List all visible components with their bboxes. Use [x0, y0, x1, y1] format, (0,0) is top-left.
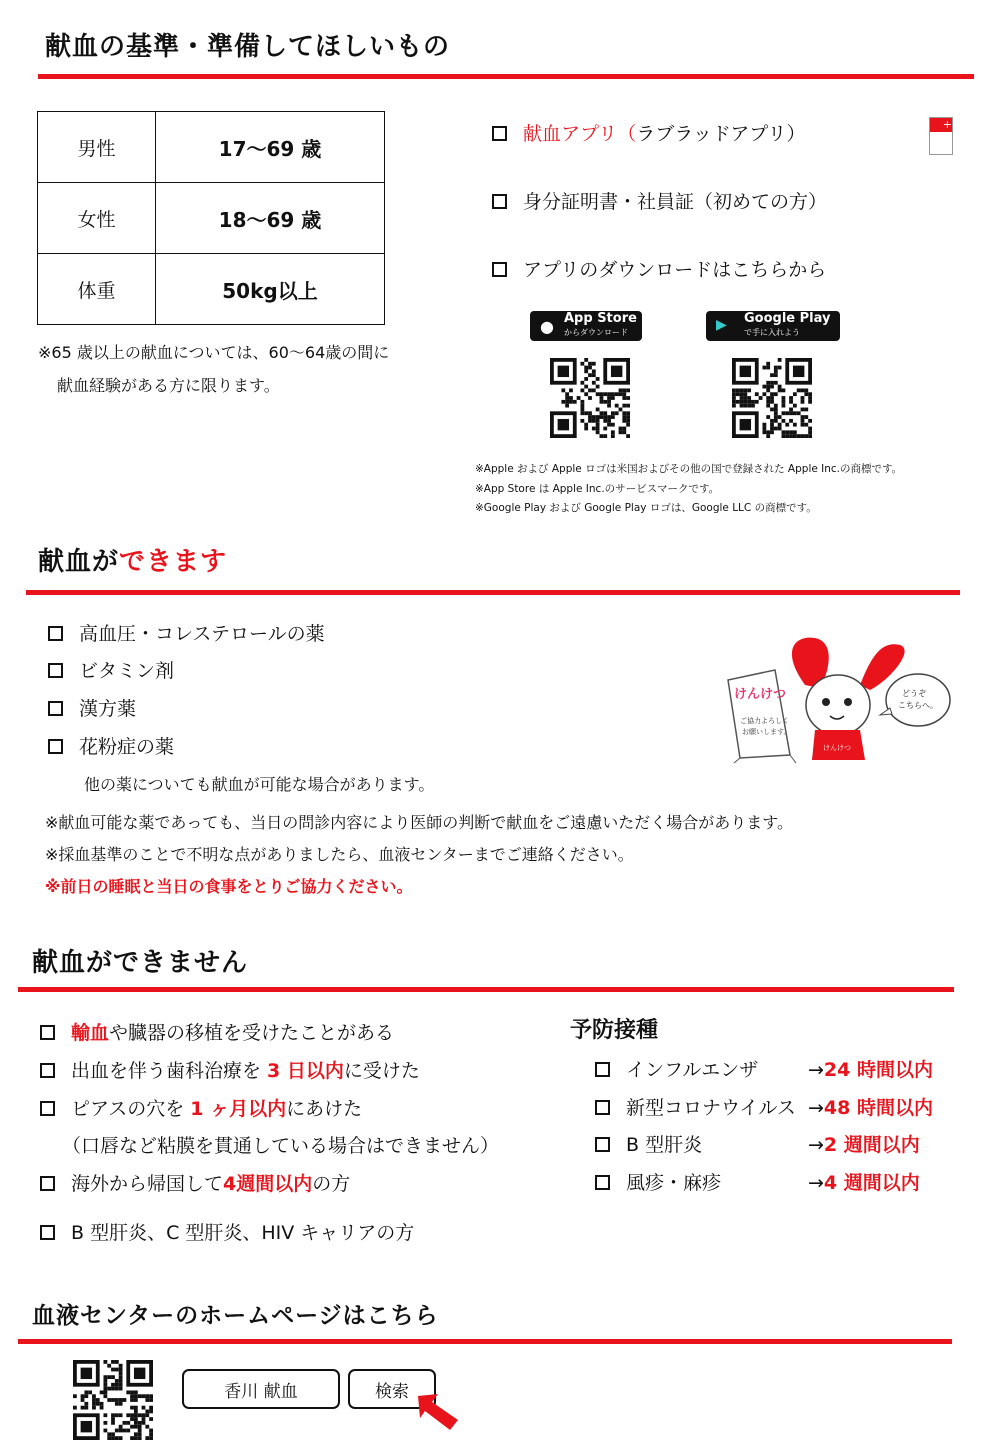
checkbox-icon	[595, 1062, 610, 1077]
sleep-meal-note: ※前日の睡眠と当日の食事をとりご協力ください。	[45, 877, 413, 896]
apple-icon: ●	[540, 317, 554, 336]
bubble-text: こちらへ。	[898, 701, 938, 710]
doctor-note: ※献血可能な薬であっても、当日の問診内容により医師の判断で献血をご遠慮いただく場合があります。	[45, 813, 793, 832]
section-title-homepage: 血液センターのホームページはこちら	[32, 1303, 439, 1329]
table-label: 男性	[38, 112, 156, 183]
trademark-note: ※Apple および Apple ロゴは米国およびその他の国で登録された Apple Inc.の商標です。	[475, 463, 903, 475]
google-play-qr-code[interactable]	[732, 358, 812, 438]
vaccine-item: インフルエンザ	[595, 1055, 758, 1082]
checkbox-icon	[48, 626, 63, 641]
google-play-icon: ▶	[716, 317, 727, 333]
sign-text: ご協力よろしく	[740, 717, 789, 725]
table-value: 17～69 歳	[156, 112, 385, 183]
table-label: 体重	[38, 254, 156, 325]
list-item: 出血を伴う歯科治療を 3 日以内に受けた	[40, 1056, 420, 1083]
love-blood-app-icon: +	[929, 117, 953, 155]
checkbox-icon	[595, 1100, 610, 1115]
list-item: 花粉症の薬	[48, 732, 174, 759]
age-note-line2: 献血経験がある方に限ります。	[57, 376, 280, 395]
piercing-note: （口唇など粘膜を貫通している場合はできません）	[62, 1135, 500, 1157]
vaccine-period: →2 週間以内	[808, 1134, 920, 1156]
section-title-cannot-donate: 献血ができません	[32, 948, 249, 978]
other-medicine-note: 他の薬についても献血が可能な場合があります。	[84, 775, 435, 794]
bubble-text: どうぞ	[902, 689, 926, 698]
section-divider	[38, 74, 974, 79]
checkbox-icon	[40, 1225, 55, 1240]
table-row	[38, 112, 385, 183]
section-divider	[18, 1339, 952, 1344]
section-divider	[26, 590, 960, 595]
sign-name: けんけつ	[734, 687, 787, 702]
checkbox-icon	[40, 1025, 55, 1040]
vaccine-period: →24 時間以内	[808, 1059, 933, 1081]
checkbox-icon	[48, 701, 63, 716]
checklist-item-app: 献血アプリ（ラブラッドアプリ）	[492, 119, 806, 146]
table-row	[38, 254, 385, 325]
vaccine-item: 新型コロナウイルス	[595, 1093, 796, 1120]
age-note-line1: ※65 歳以上の献血については、60～64歳の間に	[38, 343, 390, 362]
list-item: 海外から帰国して4週間以内の方	[40, 1169, 350, 1196]
vaccine-period: →48 時間以内	[808, 1097, 933, 1119]
checkbox-icon	[48, 739, 63, 754]
search-button[interactable]: 検索	[348, 1369, 436, 1409]
homepage-qr-code[interactable]	[73, 1360, 153, 1440]
list-item: 漢方薬	[48, 694, 136, 721]
section-divider	[18, 987, 954, 992]
checkbox-icon	[40, 1176, 55, 1191]
contact-note: ※採血基準のことで不明な点がありましたら、血液センターまでご連絡ください。	[45, 845, 634, 864]
checkbox-icon	[492, 262, 507, 277]
app-store-badge[interactable]: ● App Store からダウンロード	[530, 311, 642, 341]
vaccine-item: 風疹・麻疹	[595, 1168, 721, 1195]
section-title-requirements: 献血の基準・準備してほしいもの	[45, 32, 451, 62]
checklist-item-download: アプリのダウンロードはこちらから	[492, 255, 826, 282]
checkbox-icon	[40, 1063, 55, 1078]
list-item: 高血圧・コレステロールの薬	[48, 619, 325, 646]
table-value: 18～69 歳	[156, 183, 385, 254]
list-item: ビタミン剤	[48, 656, 174, 683]
sign-text: お願いします。	[742, 728, 791, 736]
requirements-table	[37, 111, 385, 325]
kenketsu-mascot-illustration	[720, 630, 960, 765]
table-label: 女性	[38, 183, 156, 254]
list-item: ピアスの穴を 1 ヶ月以内にあけた	[40, 1094, 362, 1121]
table-value: 50kg以上	[156, 254, 385, 325]
app-store-qr-code[interactable]	[550, 358, 630, 438]
trademark-note: ※Google Play および Google Play ロゴは、Google LLC の商標です。	[475, 502, 817, 514]
trademark-note: ※App Store は Apple Inc.のサービスマークです。	[475, 483, 720, 495]
list-item: 輸血や臓器の移植を受けたことがある	[40, 1018, 394, 1045]
checkbox-icon	[595, 1175, 610, 1190]
table-row	[38, 183, 385, 254]
list-item: B 型肝炎、C 型肝炎、HIV キャリアの方	[40, 1218, 414, 1245]
vaccine-item: B 型肝炎	[595, 1130, 702, 1157]
checkbox-icon	[492, 194, 507, 209]
search-query-box[interactable]: 香川 献血	[182, 1369, 340, 1409]
checkbox-icon	[40, 1101, 55, 1116]
checklist-item-id: 身分証明書・社員証（初めての方）	[492, 187, 827, 214]
checkbox-icon	[595, 1137, 610, 1152]
vaccination-heading: 予防接種	[570, 1018, 659, 1043]
vaccine-period: →4 週間以内	[808, 1172, 920, 1194]
checkbox-icon	[48, 663, 63, 678]
arrow-pointer-icon	[412, 1392, 462, 1432]
section-title-can-donate: 献血ができます	[38, 547, 228, 577]
google-play-badge[interactable]: ▶ Google Play で手に入れよう	[706, 311, 840, 341]
shirt-text: けんけつ	[823, 744, 851, 752]
checkbox-icon	[492, 126, 507, 141]
